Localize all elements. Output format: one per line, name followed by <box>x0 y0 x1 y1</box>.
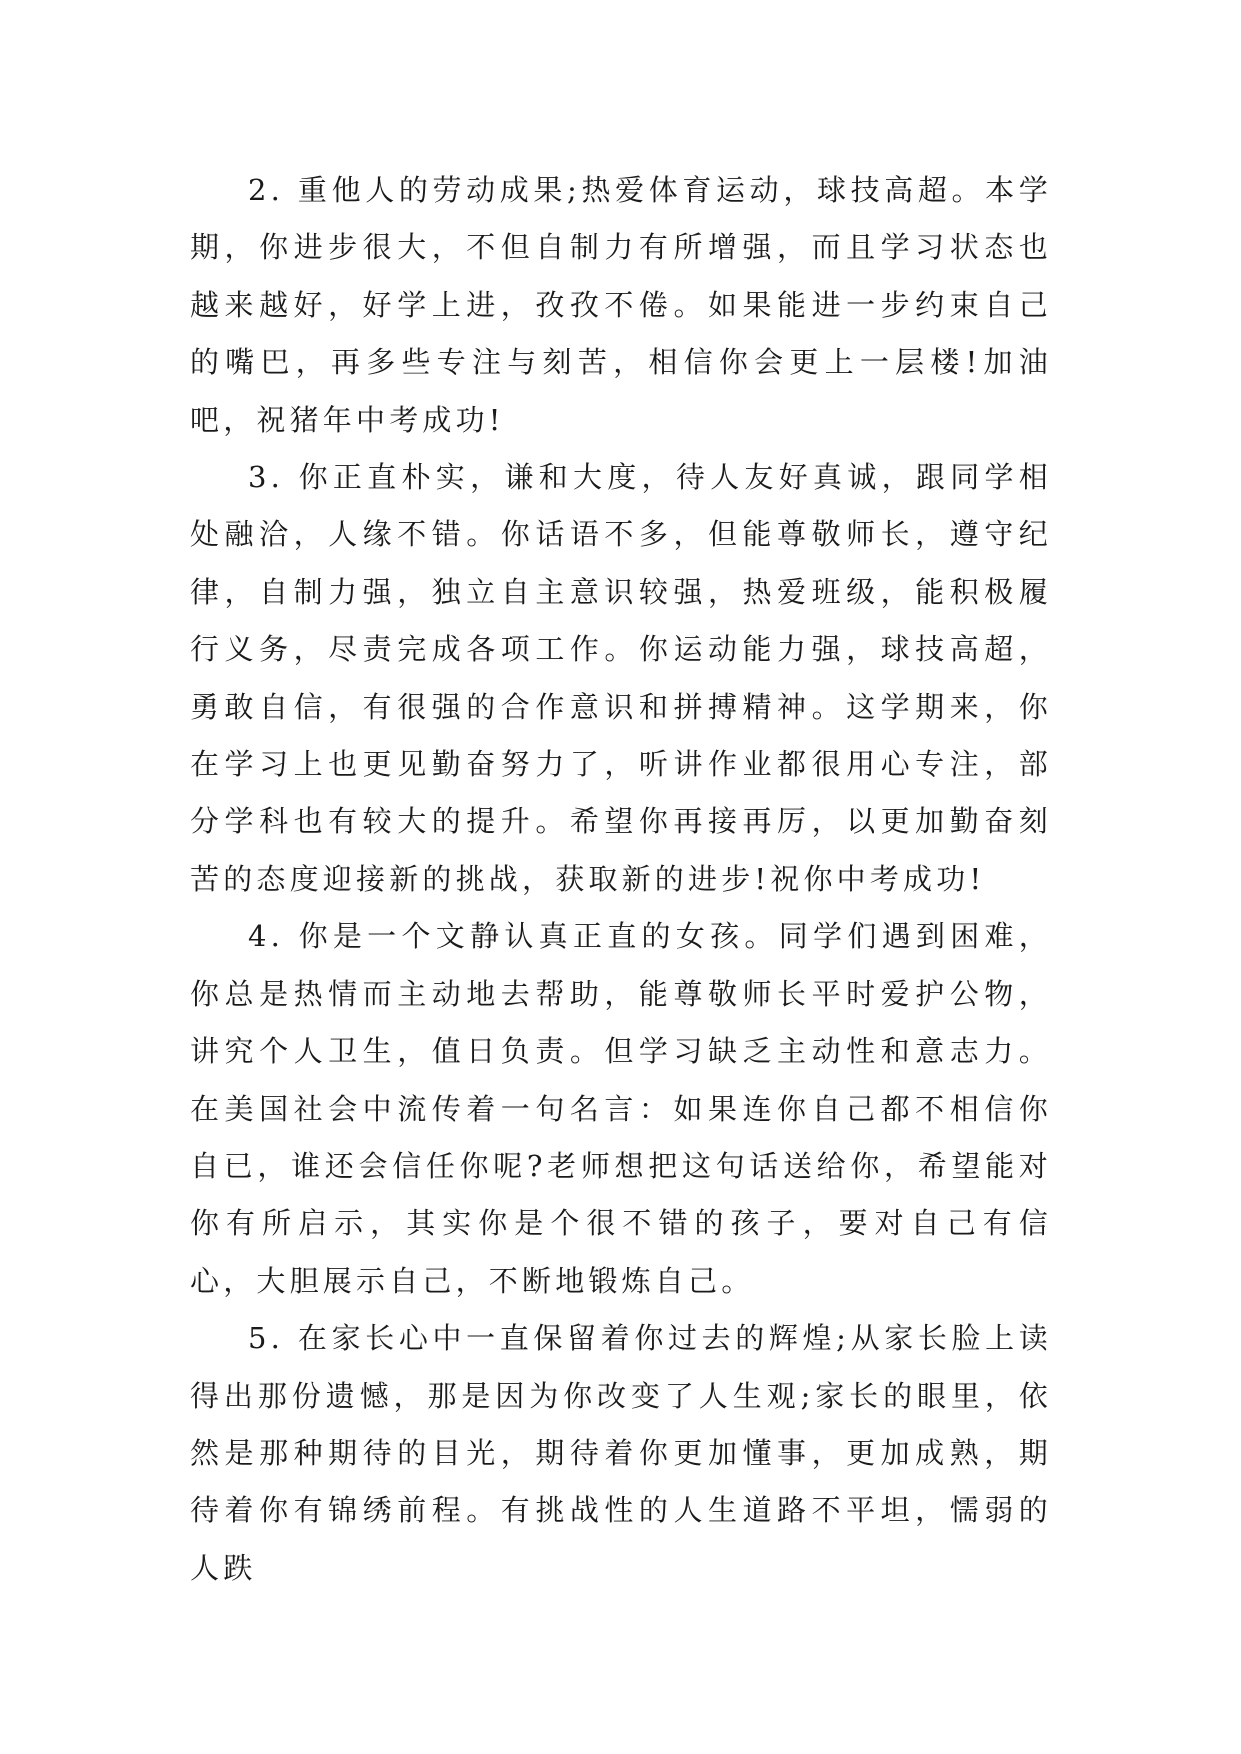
paragraph-2: 2. 重他人的劳动成果;热爱体育运动，球技高超。本学期，你进步很大，不但自制力有所增强，而且学习状态也越来越好，好学上进，孜孜不倦。如果能进一步约束自己的嘴巴，再多些专注与刻苦，相信你会更上一层楼!加油吧，祝猪年中考成功! <box>190 173 1052 437</box>
paragraph-4: 4. 你是一个文静认真正直的女孩。同学们遇到困难，你总是热情而主动地去帮助，能尊敬师长平时爱护公物，讲究个人卫生，值日负责。但学习缺乏主动性和意志力。在美国社会中流传着一句名言：如果连你自己都不相信你自已，谁还会信任你呢?老师想把这句话送给你，希望能对你有所启示，其实你是个很不错的孩子，要对自己有信心，大胆展示自己，不断地锻炼自己。 <box>190 919 1052 1298</box>
document-body <box>190 162 1052 1597</box>
paragraph-5: 5. 在家长心中一直保留着你过去的辉煌;从家长脸上读得出那份遗憾，那是因为你改变了人生观;家长的眼里，依然是那种期待的目光，期待着你更加懂事，更加成熟，期待着你有锦绣前程。有挑战性的人生道路不平坦，懦弱的人跌 <box>190 1321 1052 1585</box>
paragraph-3: 3. 你正直朴实，谦和大度，待人友好真诚，跟同学相处融洽，人缘不错。你话语不多，但能尊敬师长，遵守纪律，自制力强，独立自主意识较强，热爱班级，能积极履行义务，尽责完成各项工作。你运动能力强，球技高超，勇敢自信，有很强的合作意识和拼搏精神。这学期来，你在学习上也更见勤奋努力了，听讲作业都很用心专注，部分学科也有较大的提升。希望你再接再厉，以更加勤奋刻苦的态度迎接新的挑战，获取新的进步!祝你中考成功! <box>190 460 1052 896</box>
